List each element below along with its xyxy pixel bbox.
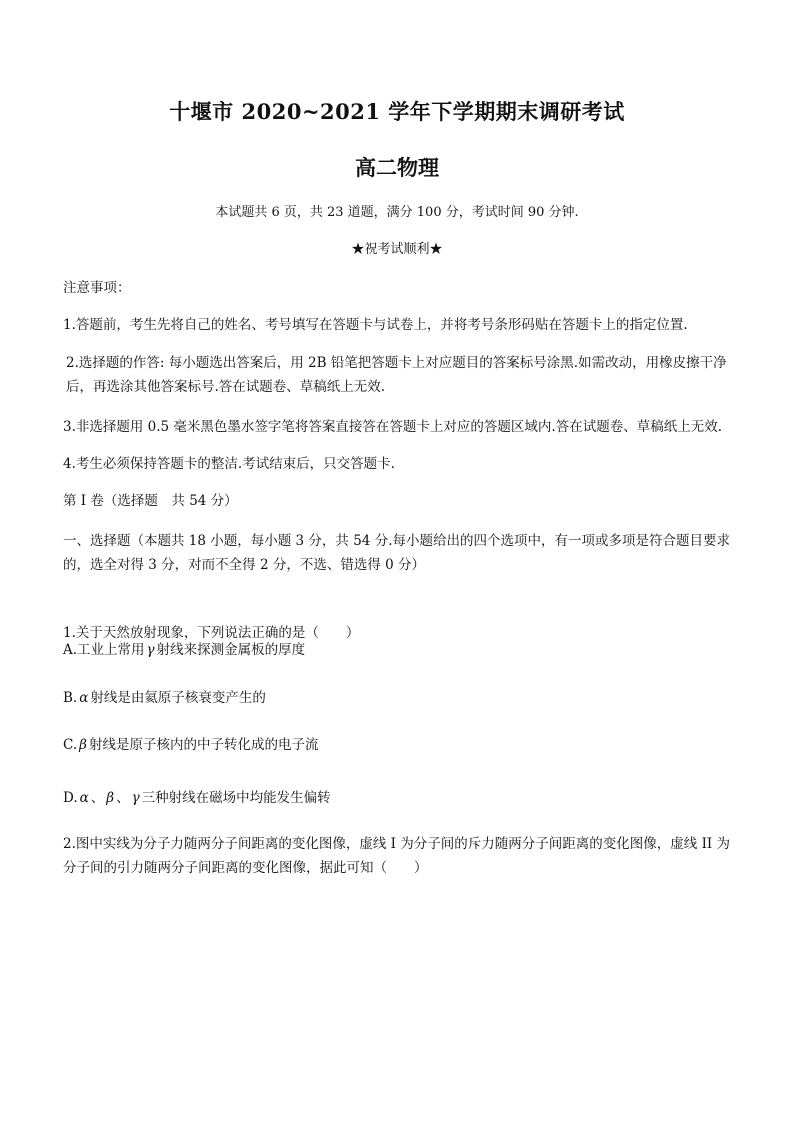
question-1-stem: 1.关于天然放射现象，下列说法正确的是（ ） xyxy=(63,625,360,641)
exam-title: 十堰市 2020~2021 学年下学期期末调研考试 xyxy=(169,99,625,124)
option-b-prefix: B. xyxy=(63,690,78,706)
option-d-separator: 、 xyxy=(90,790,105,806)
question-1-option-a xyxy=(63,638,743,662)
section-part: 第 I 卷（选择题 共 54 分） xyxy=(63,493,238,509)
note-item-2: 2.选择题的作答: 每小题选出答案后，用 2B 铅笔把答题卡上对应题目的答案标号涂黑.如需改动，用橡皮擦干净后，再选涂其他答案标号.答在试题卷、草稿纸上无效. xyxy=(66,355,727,395)
exam-wish: ★祝考试顺利★ xyxy=(351,242,443,257)
section-instruction: 一、选择题（本题共 18 小题，每小题 3 分，共 54 分.每小题给出的四个选项中，有一项或多项是符合题目要求的，选全对得 3 分，对而不全得 2 分，不选、错选得 0 分） xyxy=(63,533,730,573)
question-1-option-b xyxy=(63,686,743,710)
beta-symbol: β xyxy=(79,737,87,753)
gamma-symbol: γ xyxy=(131,790,140,806)
question-2-stem: 2.图中实线为分子力随两分子间距离的变化图像，虚线 I 为分子间的斥力随两分子间距离的变化图像，虚线 II 为分子间的引力随两分子间距离的变化图像，据此可知（ ） xyxy=(63,836,731,876)
exam-info: 本试题共 6 页，共 23 道题，满分 100 分，考试时间 90 分钟. xyxy=(215,205,579,220)
option-b-text: 射线是由氦原子核衰变产生的 xyxy=(90,690,266,706)
option-d-prefix: D. xyxy=(63,790,78,806)
option-d-separator: 、 xyxy=(116,790,130,806)
beta-symbol: β xyxy=(106,790,115,806)
alpha-symbol: α xyxy=(79,790,89,806)
exam-subject: 高二物理 xyxy=(355,155,439,180)
question-1-option-c xyxy=(63,733,743,757)
gamma-symbol: γ xyxy=(146,642,155,658)
option-c-prefix: C. xyxy=(63,737,78,753)
note-item-4: 4.考生必须保持答题卡的整洁.考试结束后，只交答题卡. xyxy=(63,456,395,472)
option-d-text: 三种射线在磁场中均能发生偏转 xyxy=(141,790,331,806)
notes-heading: 注意事项： xyxy=(63,280,131,296)
option-c-text: 射线是原子核内的中子转化成的电子流 xyxy=(88,737,319,753)
option-a-prefix: A.工业上常用 xyxy=(63,642,145,658)
question-1-option-d xyxy=(63,786,743,810)
option-a-text: 射线来探测金属板的厚度 xyxy=(156,642,306,658)
alpha-symbol: α xyxy=(79,690,89,706)
note-item-3: 3.非选择题用 0.5 毫米黑色墨水签字笔将答案直接答在答题卡上对应的答题区域内.答在试题卷、草稿纸上无效. xyxy=(63,419,723,435)
note-item-1: 1.答题前，考生先将自己的姓名、考号填写在答题卡与试卷上，并将考号条形码贴在答题卡上的指定位置. xyxy=(63,317,688,333)
